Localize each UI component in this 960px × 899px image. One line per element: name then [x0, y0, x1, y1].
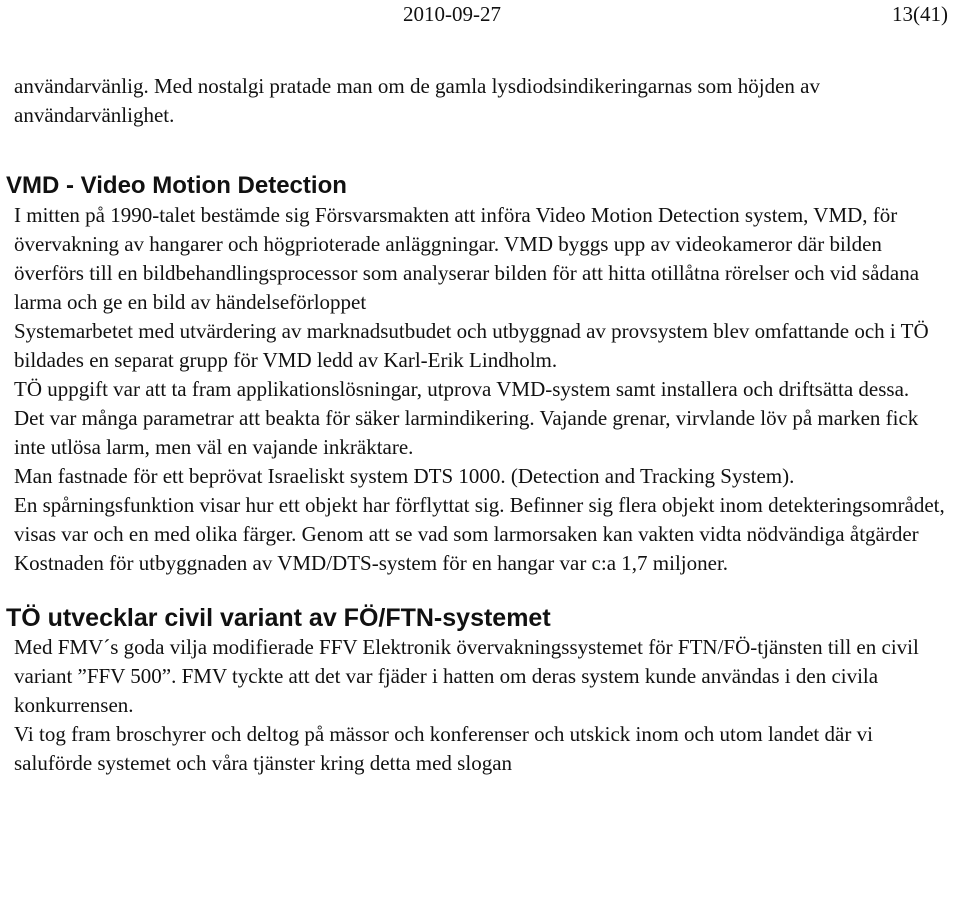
vmd-paragraph-2: Systemarbetet med utvärdering av marknadsutbudet och utbyggnad av provsystem blev omfattande och i TÖ bildades en separat grupp för VMD ledd av Karl-Erik Lindholm. — [14, 319, 929, 372]
vmd-paragraph-6: En spårningsfunktion visar hur ett objekt har förflyttat sig. Befinner sig flera objekt inom detekteringsområdet, visas var och en med olika färger. Genom att se vad som larmorsaken kan vakten vidta nödvändiga åtgärder — [14, 493, 945, 546]
vmd-paragraph-4: Det var många parametrar att beakta för säker larmindikering. Vajande grenar, virvlande löv på marken fick inte utlösa larm, men väl en vajande inkräktare. — [14, 406, 919, 459]
vmd-paragraph-7: Kostnaden för utbyggnaden av VMD/DTS-system för en hangar var c:a 1,7 miljoner. — [14, 551, 729, 575]
to-paragraph-1: Med FMV´s goda vilja modifierade FFV Elektronik övervakningssystemet för FTN/FÖ-tjänsten till en civil variant ”FFV 500”. FMV tyckte att det var fjäder i hatten om deras system kunde användas i den civila konkurrensen. — [14, 635, 919, 717]
vmd-paragraph-5: Man fastnade för ett beprövat Israeliskt system DTS 1000. (Detection and Tracking System). — [14, 464, 795, 488]
page-header — [0, 0, 960, 30]
vmd-paragraph-1: I mitten på 1990-talet bestämde sig Försvarsmakten att införa Video Motion Detection system, VMD, för övervakning av hangarer och högprioterade anläggningar. VMD byggs upp av videokameror där bilden överförs till en bildbehandlingsprocessor som analyserar bilden för att hitta otillåtna rörelser och vid sådana larma och ge en bild av händelseförloppet — [14, 203, 920, 314]
vmd-heading: VMD - Video Motion Detection — [6, 172, 347, 199]
intro-paragraph: användarvänlig. Med nostalgi pratade man om de gamla lysdiodsindikeringarnas som höjden av användarvänlighet. — [14, 74, 820, 127]
to-heading: TÖ utvecklar civil variant av FÖ/FTN-systemet — [6, 604, 551, 632]
to-paragraph-2: Vi tog fram broschyrer och deltog på mässor och konferenser och utskick inom och utom landet där vi saluförde systemet och våra tjänster kring detta med slogan — [14, 722, 873, 775]
document-body — [6, 72, 949, 778]
vmd-paragraph-3: TÖ uppgift var att ta fram applikationslösningar, utprova VMD-system samt installera och driftsätta dessa. — [14, 377, 910, 401]
page-number: 13(41) — [892, 2, 948, 26]
header-date: 2010-09-27 — [403, 2, 501, 26]
